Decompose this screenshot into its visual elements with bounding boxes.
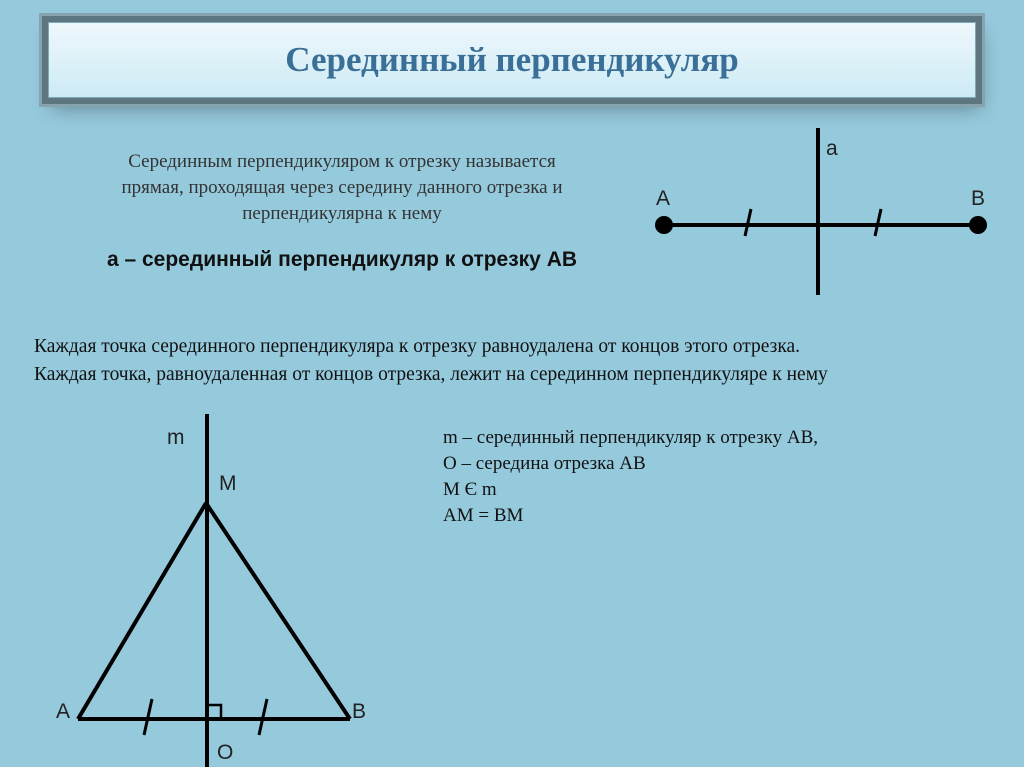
label-point-a: А <box>56 700 71 723</box>
definition-line-1: Серединным перпендикуляром к отрезку называется <box>128 151 556 172</box>
equal-tick-left <box>745 209 751 236</box>
point-a-dot <box>655 216 673 234</box>
slide-title: Серединный перпендикуляр <box>285 40 739 79</box>
label-point-m: М <box>219 472 237 495</box>
definition-line-3: перпендикулярна к нему <box>242 203 442 224</box>
fact-1: m – серединный перпендикуляр к отрезку АВ, <box>443 427 819 448</box>
label-point-o: О <box>217 741 234 764</box>
label-point-a: А <box>656 187 671 210</box>
equal-tick-right <box>875 209 881 236</box>
definition-notation: а – серединный перпендикуляр к отрезку АВ <box>106 248 578 271</box>
fact-2: О – середина отрезка АВ <box>443 453 646 474</box>
right-angle-mark <box>207 705 221 719</box>
bisector-diagram <box>655 128 987 295</box>
label-point-b: В <box>352 700 367 723</box>
fact-4: АМ = ВМ <box>443 505 524 526</box>
triangle-side-bm <box>206 503 350 719</box>
triangle-diagram <box>56 414 366 767</box>
definition-line-2: прямая, проходящая через середину данного отрезка и <box>121 177 563 198</box>
triangle-side-am <box>78 503 206 719</box>
point-b-dot <box>969 216 987 234</box>
fact-3: М Є m <box>443 479 497 500</box>
property-1: Каждая точка серединного перпендикуляра к отрезку равноудалена от концов этого отрезка. <box>34 336 801 357</box>
property-2: Каждая точка, равноудаленная от концов отрезка, лежит на серединном перпендикуляре к нему <box>34 364 828 385</box>
label-line-a: а <box>826 137 838 160</box>
label-point-b: В <box>971 187 986 210</box>
label-line-m: m <box>167 426 185 449</box>
